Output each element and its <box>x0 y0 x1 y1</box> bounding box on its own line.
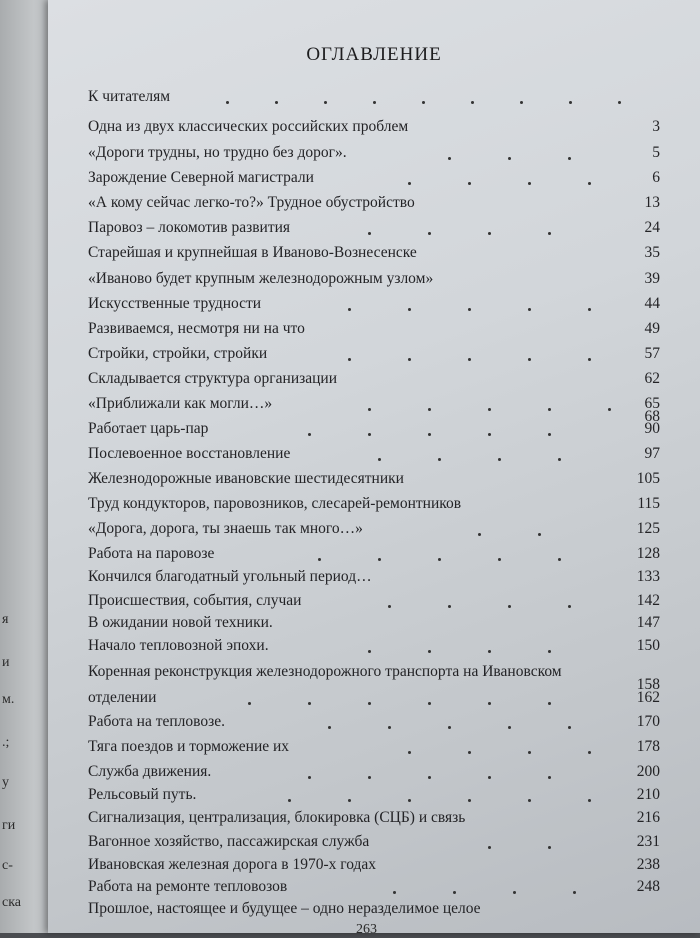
left-page-fragment: с- <box>2 858 13 873</box>
leader-dot <box>548 433 551 436</box>
leader-dot <box>558 458 561 461</box>
page-title: ОГЛАВЛЕНИЕ <box>306 44 442 65</box>
toc-entry-title: Труд кондукторов, паровозников, слесарей-ремонтников <box>88 495 462 512</box>
toc-entry-title: Тяга поездов и торможение их <box>88 738 290 755</box>
leader-dot <box>568 726 571 729</box>
leader-dot <box>538 533 541 536</box>
leader-dot <box>368 702 371 705</box>
toc-entry-page: 210 <box>636 786 660 803</box>
toc-entry-title: отделении <box>88 689 157 706</box>
leader-dot <box>248 702 251 705</box>
toc-entry-title: Сигнализация, централизация, блокировка (СЦБ) и связь <box>88 809 466 826</box>
left-page-fragment: у <box>2 775 9 790</box>
toc-entry-page: 68 <box>644 408 660 425</box>
toc-entry <box>88 219 660 241</box>
leader-dot <box>308 433 311 436</box>
leader-dot <box>408 182 411 185</box>
leader-dot <box>468 751 471 754</box>
toc-entry <box>88 345 660 367</box>
toc-entry-title: «А кому сейчас легко-то?» Трудное обустройство <box>88 194 415 211</box>
toc-entry <box>88 568 660 590</box>
toc-entry-page: 231 <box>636 833 660 850</box>
toc-entry-title: К читателям <box>88 88 171 105</box>
leader-dot <box>388 605 391 608</box>
leader-dot <box>388 726 391 729</box>
toc-entry <box>88 370 660 392</box>
leader-dot <box>478 533 481 536</box>
leader-dot <box>308 702 311 705</box>
toc-entry-title: Ивановская железная дорога в 1970-х годах <box>88 856 377 873</box>
leader-dot <box>618 101 621 104</box>
leader-dot <box>468 358 471 361</box>
toc-entry-page: 150 <box>636 637 660 654</box>
leader-dot <box>528 799 531 802</box>
toc-entry-page: 238 <box>636 856 660 873</box>
toc-entry <box>88 420 660 442</box>
leader-dot <box>548 408 551 411</box>
toc-entry <box>88 637 660 659</box>
toc-entry-title: Работа на ремонте тепловозов <box>88 878 288 895</box>
toc-entry-page: 248 <box>636 878 660 895</box>
toc-entry-title: Железнодорожные ивановские шестидесятники <box>88 470 404 487</box>
toc-entry-page: 115 <box>637 495 660 512</box>
toc-entry-page: 125 <box>636 520 660 537</box>
toc-entry <box>88 88 660 110</box>
leader-dot <box>488 650 491 653</box>
left-page-fragment: ска <box>2 895 22 910</box>
table-of-contents <box>48 0 700 933</box>
leader-dot <box>408 751 411 754</box>
leader-dot <box>588 182 591 185</box>
toc-entry-page: 147 <box>636 614 660 631</box>
leader-dot <box>408 308 411 311</box>
toc-entry-title: Служба движения. <box>88 763 212 780</box>
toc-entry <box>88 763 660 785</box>
toc-entry <box>88 900 660 922</box>
toc-entry-title: Зарождение Северной магистрали <box>88 169 314 186</box>
leader-dot <box>488 433 491 436</box>
toc-entry-page: 162 <box>636 689 660 706</box>
leader-dot <box>275 101 278 104</box>
toc-entry <box>88 614 660 636</box>
toc-entry <box>88 856 660 878</box>
leader-dot <box>428 408 431 411</box>
leader-dot <box>328 726 331 729</box>
toc-entry-page: 65 <box>644 395 660 412</box>
toc-entry <box>88 713 660 735</box>
toc-entry-title: Рельсовый путь. <box>88 786 197 803</box>
leader-dot <box>508 605 511 608</box>
toc-entry-page: 49 <box>644 320 660 337</box>
leader-dot <box>438 558 441 561</box>
toc-entry-title: В ожидании новой техники. <box>88 614 273 631</box>
toc-entry-title: Происшествия, события, случаи <box>88 592 302 609</box>
toc-entry-page: 200 <box>636 763 660 780</box>
leader-dot <box>368 433 371 436</box>
leader-dot <box>568 605 571 608</box>
toc-entry <box>88 809 660 831</box>
leader-dot <box>368 776 371 779</box>
leader-dot <box>308 776 311 779</box>
toc-entry-title: Коренная реконструкция железнодорожного транспорта на Ивановском <box>88 663 562 680</box>
leader-dot <box>348 799 351 802</box>
leader-dot <box>226 101 229 104</box>
leader-dot <box>588 358 591 361</box>
toc-entry-title: «Иваново будет крупным железнодорожным узлом» <box>88 270 434 287</box>
toc-entry-page: 90 <box>644 420 660 437</box>
toc-entry <box>88 445 660 467</box>
leader-dot <box>508 726 511 729</box>
toc-entry-page: 97 <box>644 445 660 462</box>
toc-entry-page: 44 <box>644 295 660 312</box>
toc-entry-title: Вагонное хозяйство, пассажирская служба <box>88 833 370 850</box>
leader-dot <box>488 702 491 705</box>
toc-entry-page: 105 <box>636 470 660 487</box>
toc-entry-title: Прошлое, настоящее и будущее – одно неразделимое целое <box>88 900 481 917</box>
toc-entry-title: Начало тепловозной эпохи. <box>88 637 269 654</box>
left-page-fragment: ги <box>2 818 16 833</box>
toc-entry-page: 170 <box>636 713 660 730</box>
leader-dot <box>428 433 431 436</box>
leader-dot <box>378 458 381 461</box>
left-page-fragment: .; <box>2 735 10 750</box>
toc-entry-title: Паровоз – локомотив развития <box>88 219 291 236</box>
leader-dot <box>573 891 576 894</box>
toc-entry-title: Работает царь-пар <box>88 420 209 437</box>
leader-dot <box>548 232 551 235</box>
leader-dot <box>588 751 591 754</box>
toc-entry <box>88 833 660 855</box>
toc-entry-title: Стройки, стройки, стройки <box>88 345 268 362</box>
toc-entry <box>88 169 660 191</box>
leader-dot <box>468 308 471 311</box>
leader-dot <box>548 702 551 705</box>
leader-dot <box>448 605 451 608</box>
toc-entry-title: Послевоенное восстановление <box>88 445 291 462</box>
leader-dot <box>498 458 501 461</box>
toc-entry-title: «Дорога, дорога, ты знаешь так много…» <box>88 520 363 537</box>
leader-dot <box>488 408 491 411</box>
leader-dot <box>498 558 501 561</box>
leader-dot <box>348 358 351 361</box>
leader-dot <box>488 776 491 779</box>
leader-dot <box>588 799 591 802</box>
left-page-fragment: я <box>2 612 9 627</box>
leader-dot <box>508 157 511 160</box>
toc-entry <box>88 592 660 614</box>
leader-dot <box>288 799 291 802</box>
toc-entry <box>88 520 660 542</box>
toc-entry-title: Кончился благодатный угольный период… <box>88 568 372 585</box>
leader-dot <box>318 558 321 561</box>
left-page-fragment: и <box>2 655 10 670</box>
toc-entry-page: 62 <box>644 370 660 387</box>
leader-dot <box>528 308 531 311</box>
toc-entry-title: Складывается структура организации <box>88 370 338 387</box>
document-page <box>48 0 700 937</box>
leader-dot <box>548 776 551 779</box>
leader-dot <box>488 232 491 235</box>
leader-dot <box>448 157 451 160</box>
leader-dot <box>568 157 571 160</box>
toc-entry <box>88 738 660 760</box>
leader-dot <box>428 776 431 779</box>
leader-dot <box>513 891 516 894</box>
leader-dot <box>428 232 431 235</box>
leader-dot <box>608 408 611 411</box>
toc-entry-title: Работа на паровозе <box>88 545 215 562</box>
leader-dot <box>428 702 431 705</box>
toc-entry <box>88 194 660 216</box>
toc-entry-title: Развиваемся, несмотря ни на что <box>88 320 305 337</box>
toc-entry <box>88 470 660 492</box>
page-number: 263 <box>356 922 377 937</box>
leader-dot <box>408 799 411 802</box>
toc-entry <box>88 786 660 808</box>
toc-entry-page: 24 <box>644 219 660 236</box>
leader-dot <box>548 650 551 653</box>
left-page-fragment: м. <box>2 692 15 707</box>
toc-entry-page: 216 <box>636 809 660 826</box>
toc-entry-page: 133 <box>636 568 660 585</box>
leader-dot <box>448 726 451 729</box>
toc-entry-title: Искусственные трудности <box>88 295 262 312</box>
toc-entry-title: «Приближали как могли…» <box>88 395 273 412</box>
toc-entry <box>88 144 660 166</box>
leader-dot <box>324 101 327 104</box>
toc-entry-page: 128 <box>636 545 660 562</box>
leader-dot <box>453 891 456 894</box>
leader-dot <box>422 101 425 104</box>
toc-entry-title: Одна из двух классических российских проблем <box>88 118 409 135</box>
toc-entry-page: 5 <box>652 144 660 161</box>
leader-dot <box>471 101 474 104</box>
leader-dot <box>569 101 572 104</box>
toc-entry <box>88 295 660 317</box>
toc-entry-page: 178 <box>636 738 660 755</box>
leader-dot <box>488 846 491 849</box>
toc-entry <box>88 878 660 900</box>
leader-dot <box>393 891 396 894</box>
toc-entry-page: 6 <box>652 169 660 186</box>
leader-dot <box>368 232 371 235</box>
leader-dot <box>368 650 371 653</box>
toc-entry-page: 142 <box>636 592 660 609</box>
toc-entry-page: 35 <box>644 244 660 261</box>
leader-dot <box>373 101 376 104</box>
leader-dot <box>348 308 351 311</box>
leader-dot <box>528 182 531 185</box>
leader-dot <box>588 308 591 311</box>
leader-dot <box>528 358 531 361</box>
toc-entry <box>88 495 660 517</box>
toc-entry-title: «Дороги трудны, но трудно без дорог». <box>88 144 347 161</box>
leader-dot <box>438 458 441 461</box>
toc-entry <box>88 270 660 292</box>
toc-entry-title: Работа на тепловозе. <box>88 713 225 730</box>
toc-entry-page: 13 <box>644 194 660 211</box>
leader-dot <box>558 558 561 561</box>
toc-entry-page: 57 <box>644 345 660 362</box>
leader-dot <box>520 101 523 104</box>
leader-dot <box>368 408 371 411</box>
leader-dot <box>378 558 381 561</box>
leader-dot <box>468 182 471 185</box>
leader-dot <box>408 358 411 361</box>
toc-entry <box>88 545 660 567</box>
toc-entry <box>88 689 660 711</box>
toc-entry-title: Старейшая и крупнейшая в Иваново-Вознесенске <box>88 244 417 261</box>
toc-entry <box>88 320 660 342</box>
toc-entry-page: 3 <box>652 118 660 135</box>
leader-dot <box>548 846 551 849</box>
leader-dot <box>428 650 431 653</box>
toc-entry <box>88 244 660 266</box>
toc-entry-page: 158 <box>636 676 660 693</box>
toc-entry <box>88 118 660 140</box>
leader-dot <box>468 799 471 802</box>
leader-dot <box>528 751 531 754</box>
toc-entry-page: 39 <box>644 270 660 287</box>
